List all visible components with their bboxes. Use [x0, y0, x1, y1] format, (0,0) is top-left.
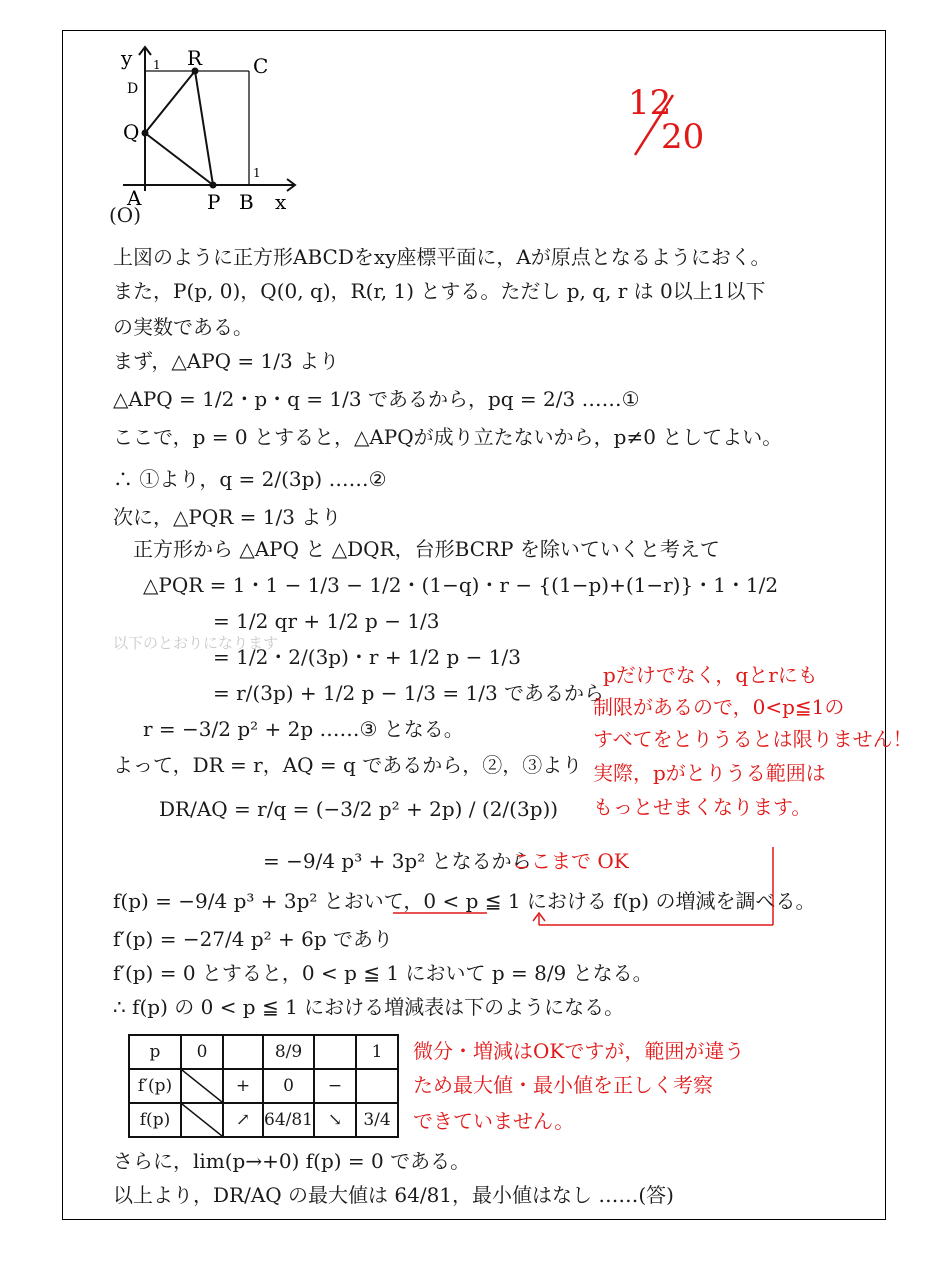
table-cell: 8/9: [263, 1035, 314, 1069]
line-5: △APQ = 1/2・p・q = 1/3 であるから，pq = 2/3 ……①: [113, 387, 640, 411]
comment-note2-line3: できていません。: [413, 1109, 575, 1133]
faint-text: 以下のとおりになります: [113, 634, 279, 652]
table-cell: [314, 1035, 356, 1069]
label-B: B: [239, 190, 254, 214]
x-axis-label: x: [275, 190, 287, 214]
line-11: = 1/2 qr + 1/2 p − 1/3: [213, 609, 440, 633]
comment-note1-line2: 制限があるので，0<p≦1の: [593, 695, 845, 719]
score-denominator: 20: [661, 117, 705, 157]
line-15: よって，DR = r，AQ = q であるから，②，③より: [113, 753, 583, 777]
table-row: [129, 1103, 398, 1137]
label-R: R: [187, 46, 203, 70]
comment-note2-line1: 微分・増減はOKですが，範囲が違う: [413, 1039, 745, 1063]
table-cell: +: [223, 1069, 263, 1103]
table-cell: f(p): [129, 1103, 181, 1137]
line-6: ここで，p = 0 とすると，△APQが成り立たないから，p≠0 としてよい。: [113, 425, 783, 449]
line-17: = −9/4 p³ + 3p² となるから: [263, 849, 532, 873]
table-cell: f′(p): [129, 1069, 181, 1103]
line-12: = 1/2・2/(3p)・r + 1/2 p − 1/3: [213, 645, 521, 669]
square-graph: [103, 41, 303, 214]
line-7: ∴ ①より，q = 2/(3p) ……②: [113, 467, 387, 491]
label-O: (O): [109, 203, 142, 227]
comment-note1-line5: もっとせまくなります。: [593, 795, 812, 819]
line-9: 正方形から △APQ と △DQR，台形BCRP を除いていくと考えて: [133, 537, 720, 561]
one-top-label: 1: [153, 58, 161, 72]
table-cell: 0: [263, 1069, 314, 1103]
table-cell: 0: [181, 1035, 223, 1069]
comment-okay: ここまで OK: [511, 849, 629, 873]
line-3: の実数である。: [113, 315, 253, 339]
table-cell: 1: [356, 1035, 398, 1069]
label-C: C: [253, 54, 269, 78]
score-numerator: 12: [628, 83, 672, 123]
table-cell: −: [314, 1069, 356, 1103]
comment-note1-line1: pだけでなく，qとrにも: [603, 663, 818, 687]
table-cell: [181, 1103, 223, 1137]
line-23: 以上より，DR/AQ の最大値は 64/81，最小値はなし ……(答): [113, 1183, 674, 1207]
table-cell: ↗: [223, 1103, 263, 1137]
line-14: r = −3/2 p² + 2p ……③ となる。: [143, 717, 464, 741]
y-axis-label: y: [121, 46, 133, 70]
label-D: D: [127, 81, 139, 97]
line-1: 上図のように正方形ABCDをxy座標平面に，Aが原点となるようにおく。: [113, 245, 771, 269]
table-row: [129, 1069, 398, 1103]
line-13: = r/(3p) + 1/2 p − 1/3 = 1/3 であるから: [213, 681, 605, 705]
label-Q: Q: [123, 120, 140, 144]
table-cell: 3/4: [356, 1103, 398, 1137]
table-row: [129, 1035, 398, 1069]
line-16: DR/AQ = r/q = (−3/2 p² + 2p) / (2/(3p)): [159, 797, 559, 821]
label-A: A: [127, 186, 142, 210]
line-19: f′(p) = −27/4 p² + 6p であり: [113, 927, 394, 951]
line-21: ∴ f(p) の 0 < p ≦ 1 における増減表は下のようになる。: [113, 995, 625, 1019]
line-22: さらに，lim(p→+0) f(p) = 0 である。: [113, 1149, 471, 1173]
table-cell: [356, 1069, 398, 1103]
comment-note1-line4: 実際，pがとりうる範囲は: [593, 761, 826, 785]
label-P: P: [207, 190, 221, 214]
table-cell: [181, 1069, 223, 1103]
one-right-label: 1: [253, 166, 261, 180]
table-cell: ↘: [314, 1103, 356, 1137]
increase-decrease-table: [128, 1034, 399, 1138]
comment-note2-line2: ため最大値・最小値を正しく考察: [413, 1073, 713, 1097]
line-8: 次に，△PQR = 1/3 より: [113, 505, 342, 529]
line-10: △PQR = 1・1 − 1/3 − 1/2・(1−q)・r − {(1−p)+(1−r)}・1・1/2: [143, 573, 779, 597]
line-20: f′(p) = 0 とすると，0 < p ≦ 1 において p = 8/9 となる。: [113, 961, 653, 985]
line-18: f(p) = −9/4 p³ + 3p² とおいて，0 < p ≦ 1 における f(p) の増減を調べる。: [113, 889, 816, 913]
line-2: また，P(p, 0)，Q(0, q)，R(r, 1) とする。ただし p, q, r は 0以上1以下: [113, 279, 766, 303]
table-cell: 64/81: [263, 1103, 314, 1137]
line-4: まず，△APQ = 1/3 より: [113, 349, 340, 373]
table-cell: [223, 1035, 263, 1069]
comment-note1-line3: すべてをとりうるとは限りません！: [593, 727, 913, 751]
table-cell: p: [129, 1035, 181, 1069]
